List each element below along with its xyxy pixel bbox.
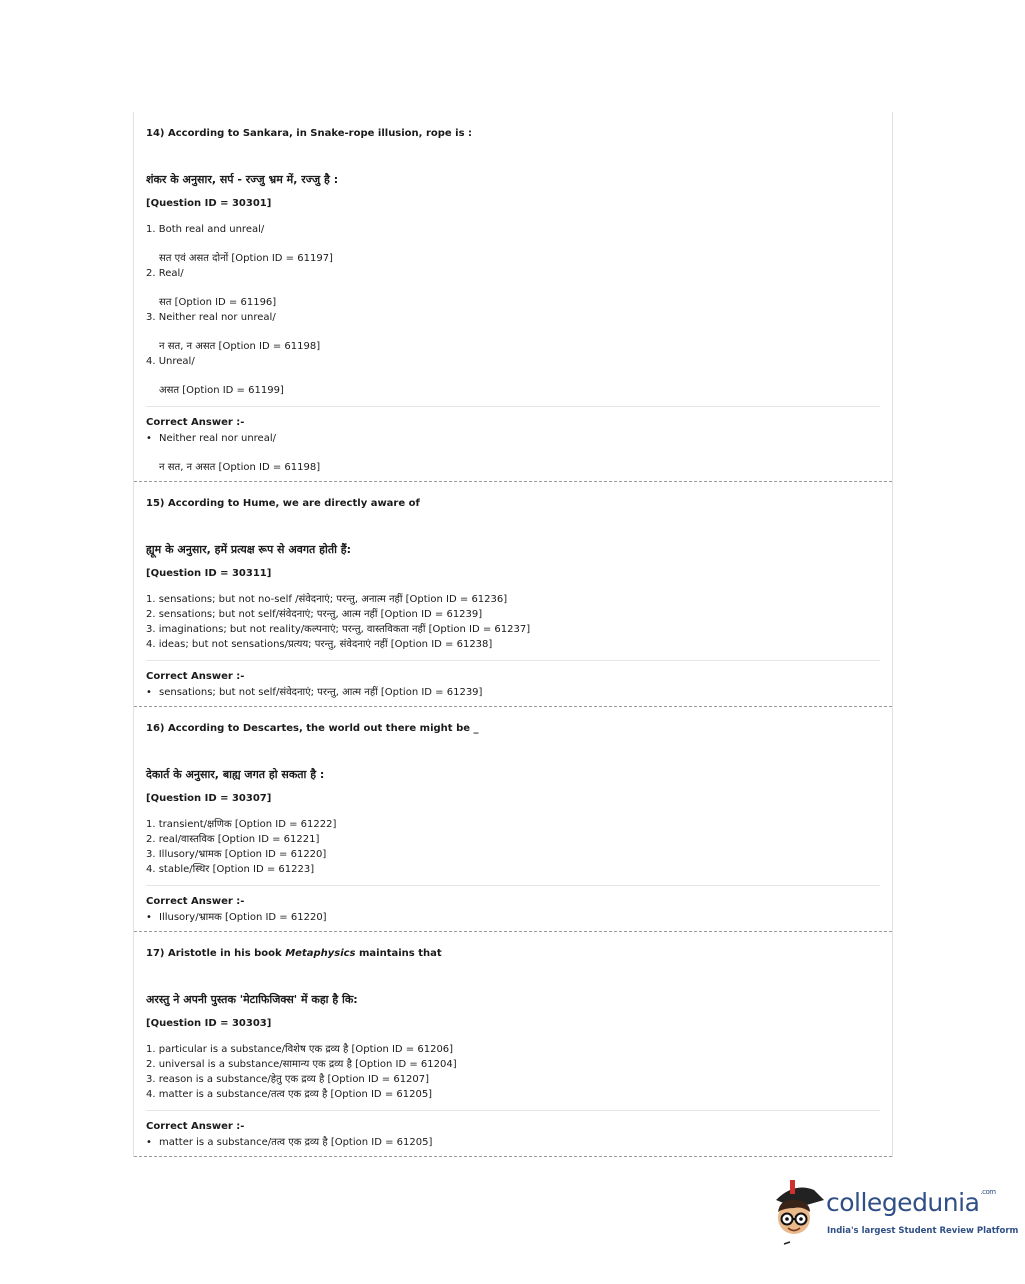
correct-answer-text: sensations; but not self/संवेदनाएं; परन्तु, आत्म नहीं [Option ID = 61239] (159, 687, 483, 698)
correct-answer-text: Neither real nor unreal/ (159, 433, 276, 444)
bullet-icon: • (146, 912, 152, 923)
option-item (146, 354, 880, 398)
question-id: [Question ID = 30301] (146, 198, 272, 209)
correct-answer-section (146, 885, 880, 931)
question-block (134, 482, 892, 707)
option-text-hindi: सत एवं असत दोनों [Option ID = 61197] (159, 253, 333, 264)
question-id: [Question ID = 30303] (146, 1018, 272, 1029)
correct-answer-label: Correct Answer :- (146, 417, 245, 428)
correct-answer-item (146, 910, 880, 925)
option-item: 4. stable/स्थिर [Option ID = 61223] (146, 864, 315, 875)
question-text-hindi: अरस्तु ने अपनी पुस्तक 'मेटाफिजिक्स' में कहा है कि: (146, 993, 358, 1006)
option-text: 3. Neither real nor unreal/ (146, 312, 276, 323)
correct-answer-item (146, 431, 880, 446)
book-title: Metaphysics (285, 948, 356, 959)
option-item (146, 222, 880, 266)
option-text: 1. Both real and unreal/ (146, 224, 265, 235)
question-text-hindi: शंकर के अनुसार, सर्प - रज्जु भ्रम में, रज्जु है : (146, 173, 339, 186)
option-item: 2. real/वास्तविक [Option ID = 61221] (146, 834, 320, 845)
correct-answer-label: Correct Answer :- (146, 896, 245, 907)
correct-answer-text-hindi: न सत, न असत [Option ID = 61198] (159, 462, 321, 473)
option-text: 2. Real/ (146, 268, 184, 279)
option-item: 1. transient/क्षणिक [Option ID = 61222] (146, 819, 337, 830)
option-item: 3. Illusory/भ्रामक [Option ID = 61220] (146, 849, 327, 860)
question-block (134, 932, 892, 1157)
option-item: 1. sensations; but not no-self /संवेदनाएं; परन्तु, अनात्म नहीं [Option ID = 61236] (146, 594, 508, 605)
options-list (146, 222, 880, 406)
correct-answer-label: Correct Answer :- (146, 671, 245, 682)
logo-suffix: .com (980, 1188, 996, 1196)
question-text-part: maintains that (355, 948, 442, 959)
correct-answer-item (146, 1135, 880, 1150)
option-item: 3. imaginations; but not reality/कल्पनाएं; परन्तु, वास्तविकता नहीं [Option ID = 61237] (146, 624, 531, 635)
question-text-hindi: ह्यूम के अनुसार, हमें प्रत्यक्ष रूप से अवगत होती हैं: (146, 543, 352, 556)
option-item: 4. matter is a substance/तत्व एक द्रव्य है [Option ID = 61205] (146, 1089, 433, 1100)
bullet-icon: • (146, 433, 152, 444)
question-text: 16) According to Descartes, the world out there might be _ (146, 723, 479, 734)
option-text: 4. Unreal/ (146, 356, 195, 367)
question-id: [Question ID = 30307] (146, 793, 272, 804)
option-item: 1. particular is a substance/विशेष एक द्रव्य है [Option ID = 61206] (146, 1044, 454, 1055)
logo-name: collegedunia (826, 1188, 980, 1217)
question-block (134, 707, 892, 932)
option-text-hindi: असत [Option ID = 61199] (159, 385, 284, 396)
bullet-icon: • (146, 687, 152, 698)
correct-answer-text: matter is a substance/तत्व एक द्रव्य है [Option ID = 61205] (159, 1137, 433, 1148)
question-id: [Question ID = 30311] (146, 568, 272, 579)
option-text-hindi: सत [Option ID = 61196] (159, 297, 277, 308)
correct-answer-label: Correct Answer :- (146, 1121, 245, 1132)
bullet-icon: • (146, 1137, 152, 1148)
question-text: 14) According to Sankara, in Snake-rope illusion, rope is : (146, 128, 473, 139)
correct-answer-section (146, 660, 880, 706)
correct-answer-item (146, 685, 880, 700)
options-list (146, 592, 880, 660)
question-text-hindi: देकार्त के अनुसार, बाह्य जगत हो सकता है : (146, 768, 325, 781)
question-text: 15) According to Hume, we are directly aware of (146, 498, 420, 509)
question-text (146, 932, 880, 970)
option-item: 4. ideas; but not sensations/प्रत्यय; परन्तु, संवेदनाएं नहीं [Option ID = 61238] (146, 639, 493, 650)
question-block (134, 112, 892, 482)
logo-wordmark (826, 1188, 996, 1217)
option-item: 2. universal is a substance/सामान्य एक द्रव्य है [Option ID = 61204] (146, 1059, 457, 1070)
correct-answer-text: Illusory/भ्रामक [Option ID = 61220] (159, 912, 327, 923)
correct-answer-section (146, 1110, 880, 1156)
question-sheet (133, 112, 893, 1157)
option-item: 3. reason is a substance/हेतु एक द्रव्य है [Option ID = 61207] (146, 1074, 430, 1085)
option-item (146, 310, 880, 354)
correct-answer-section (146, 406, 880, 481)
options-list (146, 1042, 880, 1110)
option-item: 2. sensations; but not self/संवेदनाएं; परन्तु, आत्म नहीं [Option ID = 61239] (146, 609, 483, 620)
question-text-part: 17) Aristotle in his book (146, 948, 286, 959)
option-text-hindi: न सत, न असत [Option ID = 61198] (159, 341, 321, 352)
option-item (146, 266, 880, 310)
options-list (146, 817, 880, 885)
logo-tagline: India's largest Student Review Platform (827, 1226, 1019, 1236)
